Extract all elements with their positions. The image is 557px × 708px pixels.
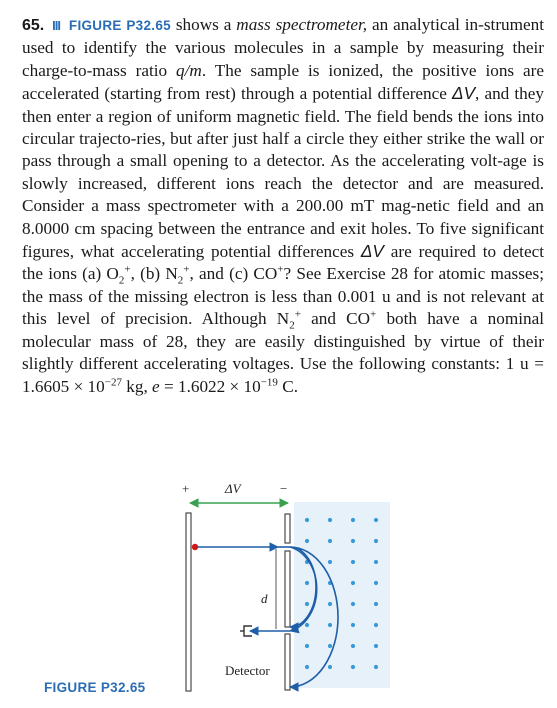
subscript: 2 bbox=[289, 319, 295, 332]
plus-label: + bbox=[182, 481, 190, 496]
superscript: + bbox=[294, 308, 301, 321]
difficulty-marker: III bbox=[52, 18, 60, 33]
minus-label: − bbox=[280, 481, 288, 496]
superscript: + bbox=[277, 263, 284, 276]
field-dot bbox=[351, 602, 355, 606]
delta-v-symbol: ΔV bbox=[360, 241, 384, 262]
magnetic-field-region bbox=[294, 502, 390, 688]
text-segment: . The sample is ionized, the positive ions are accelerated (starting from rest) through a potential difference bbox=[22, 60, 545, 104]
field-dot bbox=[328, 560, 332, 564]
field-dot bbox=[374, 623, 378, 627]
field-dot bbox=[351, 539, 355, 543]
text-segment: , and (c) CO bbox=[189, 264, 278, 284]
field-dot bbox=[305, 602, 309, 606]
text-segment: ? See Exercise 28 for atomic masses; the mass of the missing electron is less than 0.001 u and is not relevant at this level of precision. Although N bbox=[22, 264, 544, 329]
right-plate-lower bbox=[285, 634, 290, 690]
field-dot bbox=[374, 560, 378, 564]
text-segment: C. bbox=[282, 376, 298, 396]
figure-caption: FIGURE P32.65 bbox=[44, 680, 146, 695]
field-dot bbox=[374, 539, 378, 543]
superscript: + bbox=[124, 263, 131, 276]
superscript: + bbox=[183, 263, 190, 276]
exponent: −19 bbox=[260, 375, 278, 388]
text-segment: , and they then enter a region of uniform magnetic field. The field bends the ions into circular trajecto-ries, but after just half a circle they either strike the wall or pass through a small opening to a detector. As the accelerating volt-age is slowly increased, different ions reach the detector and are measured. Consider a mass spectrometer with a 200.00 mT mag-netic field and an 8.0000 cm spacing between the entrance and exit holes. To five significant figures, what accelerating potential differences bbox=[22, 84, 544, 262]
field-dot bbox=[305, 518, 309, 522]
field-dot bbox=[374, 644, 378, 648]
right-plate-middle bbox=[285, 551, 290, 627]
field-dot bbox=[374, 602, 378, 606]
detector-label: Detector bbox=[225, 663, 270, 678]
figure-reference: FIGURE P32.65 bbox=[68, 18, 171, 33]
ion-source bbox=[192, 544, 198, 550]
field-dot bbox=[305, 644, 309, 648]
problem-number: 65. bbox=[22, 17, 45, 34]
elementary-charge-symbol: e bbox=[152, 376, 160, 396]
text-segment: shows a bbox=[175, 15, 232, 34]
field-dot bbox=[374, 665, 378, 669]
field-dot bbox=[305, 665, 309, 669]
field-dot bbox=[328, 623, 332, 627]
text-segment: an analytical in-strument used to identify the various molecules in a sample by measuring their charge-to-mass ratio bbox=[22, 15, 545, 80]
superscript: + bbox=[370, 308, 377, 321]
text-segment: are required to detect the ions (a) O bbox=[22, 242, 544, 284]
text-segment: both have a nominal molecular mass of 28, they are easily distinguished by virtue of their slightly different accelerating voltages. Use the following constants: 1 u = 1.6605 × 10 bbox=[22, 309, 544, 396]
term-mass-spectrometer: mass spectrometer, bbox=[236, 15, 368, 34]
left-plate bbox=[186, 513, 191, 691]
delta-v-label: ΔV bbox=[225, 481, 241, 496]
field-dot bbox=[328, 518, 332, 522]
field-dot bbox=[351, 623, 355, 627]
right-plate-upper bbox=[285, 514, 290, 543]
field-dot bbox=[351, 581, 355, 585]
delta-v-symbol: ΔV bbox=[452, 83, 476, 104]
charge-to-mass-symbol: q/m bbox=[176, 60, 202, 80]
d-label: d bbox=[261, 591, 268, 606]
field-dot bbox=[328, 665, 332, 669]
subscript: 2 bbox=[118, 274, 125, 287]
text-segment: and CO bbox=[311, 309, 371, 329]
field-dot bbox=[328, 644, 332, 648]
field-dot bbox=[351, 560, 355, 564]
field-dot bbox=[305, 581, 309, 585]
field-dot bbox=[374, 518, 378, 522]
subscript: 2 bbox=[177, 274, 184, 287]
text-segment: kg, bbox=[126, 376, 148, 396]
exponent: −27 bbox=[104, 375, 122, 388]
text-segment: = 1.6022 × 10 bbox=[163, 376, 261, 396]
text-segment: , (b) N bbox=[130, 264, 178, 284]
field-dot bbox=[351, 665, 355, 669]
field-dot bbox=[351, 644, 355, 648]
field-dot bbox=[328, 539, 332, 543]
field-dot bbox=[305, 623, 309, 627]
field-dot bbox=[305, 539, 309, 543]
field-dot bbox=[374, 581, 378, 585]
field-dot bbox=[328, 602, 332, 606]
field-dot bbox=[351, 518, 355, 522]
